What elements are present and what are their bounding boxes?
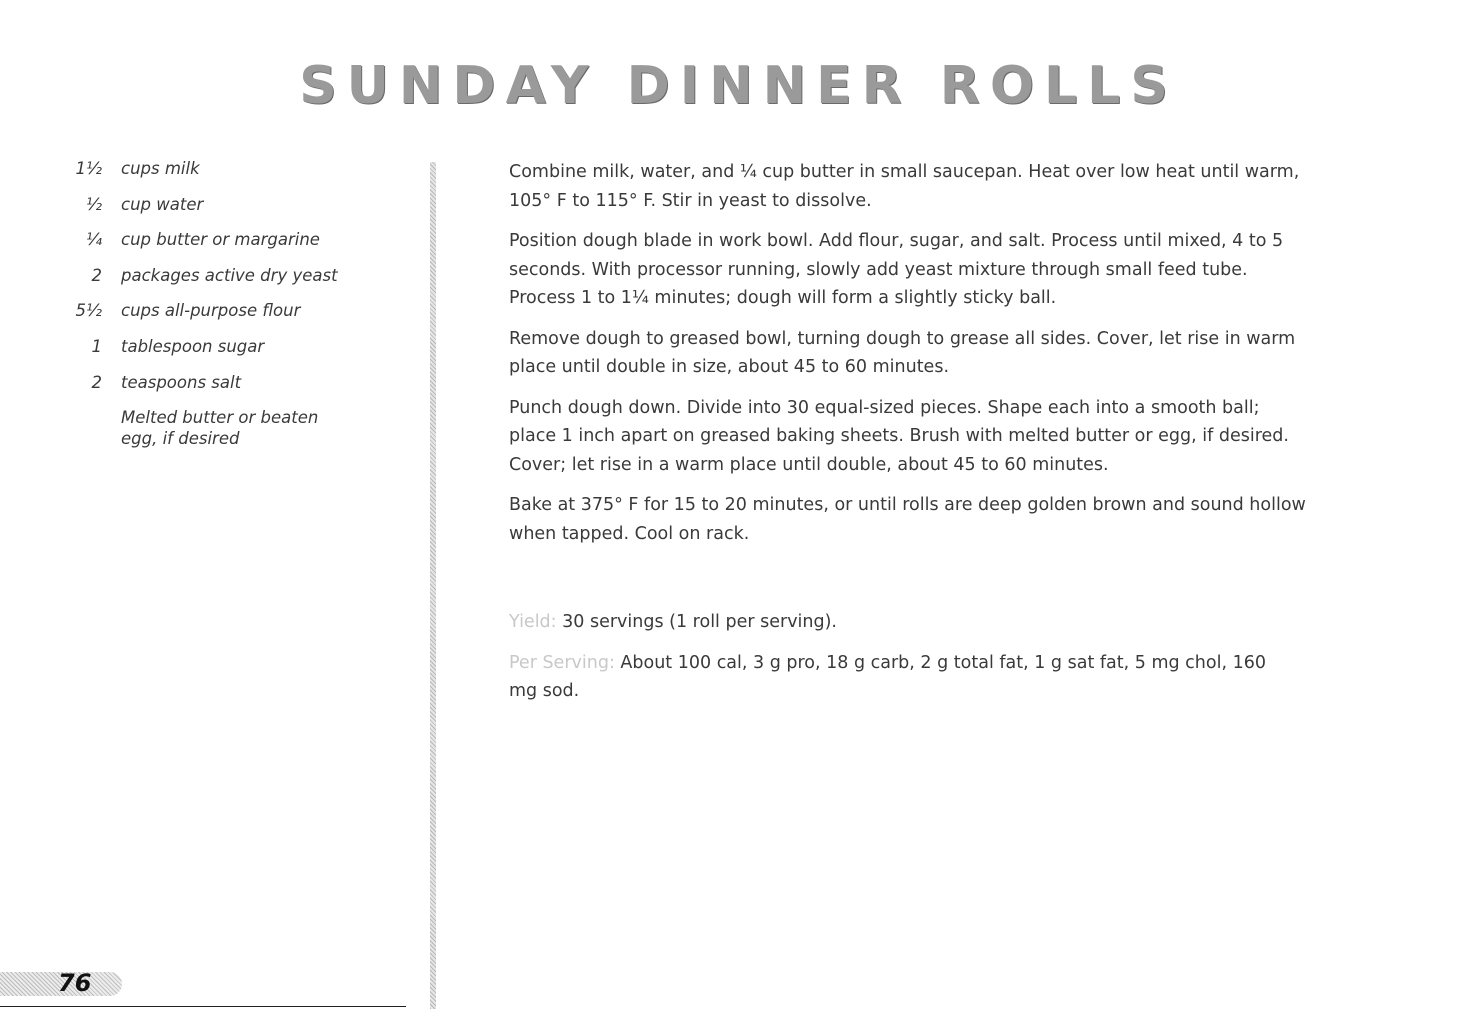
ingredient-name: tablespoon sugar bbox=[121, 336, 265, 356]
ingredient-quantity: 2 bbox=[91, 265, 102, 285]
direction-step: Combine milk, water, and ¼ cup butter in small saucepan. Heat over low heat until warm, 105° F to 115° F. Stir in yeast to dissolve. bbox=[509, 162, 1300, 211]
ingredient-name: cup butter or margarine bbox=[121, 230, 320, 250]
ingredient-name: cups all-purpose flour bbox=[121, 301, 301, 321]
direction-step: Position dough blade in work bowl. Add flour, sugar, and salt. Process until mixed, 4 to 5 seconds. With processor running, slowly add yeast mixture through small feed tube. Process 1 to 1¼ minutes; dough will form a slightly sticky ball. bbox=[509, 231, 1284, 308]
bottom-rule bbox=[0, 1006, 406, 1007]
ingredient-item bbox=[60, 336, 390, 357]
ingredient-quantity bbox=[60, 407, 121, 449]
ingredient-quantity: ¼ bbox=[86, 230, 102, 250]
ingredient-list bbox=[60, 158, 390, 464]
direction-step: Remove dough to greased bowl, turning dough to grease all sides. Cover, let rise in warm place until double in size, about 45 to 60 minutes. bbox=[509, 328, 1296, 377]
direction-step: Punch dough down. Divide into 30 equal-sized pieces. Shape each into a smooth ball; place 1 inch apart on greased baking sheets. Brush with melted butter or egg, if desired. Cover; let rise in a warm place until double, about 45 to 60 minutes. bbox=[509, 397, 1289, 475]
per-serving-text: About 100 cal, 3 g pro, 18 g carb, 2 g total fat, 1 g sat fat, 5 mg chol, 160 mg sod. bbox=[509, 652, 1266, 701]
ingredient-quantity: 5½ bbox=[75, 301, 102, 321]
ingredient-name: cups milk bbox=[121, 159, 200, 178]
ingredient-name: teaspoons salt bbox=[121, 372, 242, 392]
ingredient-quantity: 2 bbox=[91, 372, 102, 392]
ingredient-item bbox=[60, 407, 390, 449]
ingredient-quantity: 1 bbox=[91, 336, 102, 356]
direction-step: Bake at 375° F for 15 to 20 minutes, or until rolls are deep golden brown and sound hollow when tapped. Cool on rack. bbox=[509, 495, 1306, 544]
per-serving-line bbox=[509, 649, 1289, 706]
recipe-title: SUNDAY DINNER ROLLS bbox=[299, 56, 1178, 116]
directions bbox=[509, 158, 1309, 560]
ingredient-item bbox=[60, 372, 390, 393]
per-serving-label: Per Serving: bbox=[509, 652, 615, 673]
ingredient-quantity: 1½ bbox=[75, 159, 102, 178]
yield-label: Yield: bbox=[509, 612, 557, 632]
page-number: 76 bbox=[58, 969, 92, 997]
ingredient-item bbox=[60, 194, 390, 215]
nutrition-info bbox=[509, 608, 1289, 718]
ingredient-name: Melted butter or beaten egg, if desired bbox=[121, 408, 319, 449]
ingredient-item bbox=[60, 265, 390, 286]
ingredient-name: cup water bbox=[121, 194, 204, 214]
ingredient-quantity: ½ bbox=[86, 194, 102, 214]
ingredient-name: packages active dry yeast bbox=[121, 265, 338, 285]
ingredient-item bbox=[60, 158, 390, 179]
yield-text: 30 servings (1 roll per serving). bbox=[562, 612, 837, 632]
column-divider bbox=[430, 162, 436, 1009]
yield-line bbox=[509, 608, 1289, 637]
ingredient-item bbox=[60, 300, 390, 321]
ingredient-item bbox=[60, 229, 390, 250]
